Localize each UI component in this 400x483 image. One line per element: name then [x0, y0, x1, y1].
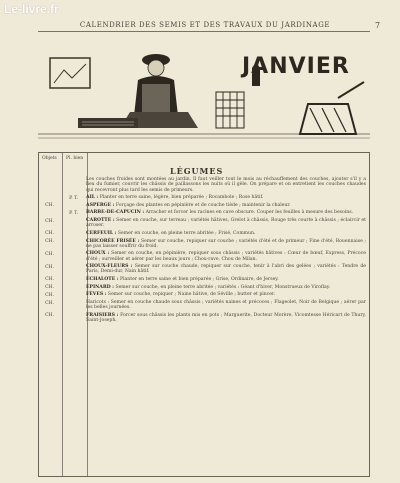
entry-planting-code	[61, 203, 86, 209]
list-item	[38, 313, 370, 324]
entry-planting-code: P. T.	[69, 210, 78, 216]
entry-text	[86, 177, 366, 193]
entry-text	[86, 292, 366, 298]
entry-object-code: CH.	[45, 251, 54, 257]
entry-description: Semer sur couche, repiquer sur couche ; variétés d'été et de primeur ; Fine d'été, Rouennaise ; ne pas laisser souffrir du froid.	[86, 238, 366, 249]
entry-name: AIL :	[86, 195, 99, 201]
entry-planting-code	[61, 277, 86, 283]
entry-name: CHICORÉE FRISÉE :	[86, 238, 140, 244]
entry-name: FÈVES :	[86, 292, 107, 298]
entry-text	[86, 251, 366, 262]
section-title: LÉGUMES	[170, 166, 224, 176]
entry-description: Planter en terre saine et bien préparée ; Grise, Ordinaire, de Jersey.	[119, 276, 279, 282]
entry-description: Les couches froides sont montées au jardin. Il faut veiller tout le mois au réchauffement des couches, ajouter s'il y a lieu du fumier, couvrir les châssis de paillassons les nuits où il gèle. On prépare et on entretient les couches chaudes qui recevront plus tard les semis de primeurs.	[86, 177, 366, 193]
list-item	[38, 292, 370, 298]
entry-name: CERFEUIL :	[86, 230, 117, 236]
list-item	[38, 195, 370, 201]
list-item	[38, 231, 370, 237]
entry-description: Semer en couche, en pleine terre abritée ; Frisé, Commun.	[117, 230, 256, 236]
entry-planting-code	[61, 313, 86, 324]
entry-name: ÉPINARD :	[86, 284, 114, 290]
entry-planting-code	[61, 239, 86, 250]
entry-object-code: CH.	[45, 239, 54, 245]
entry-description: Haricots : Semer en couche chaude sous châssis ; variétés naines et précoces ; Flageolet, Noir de Belgique ; aérer par les belles journées.	[86, 300, 366, 311]
list-item	[38, 239, 370, 250]
entry-description: Semer en couche, en pépinière, repiquer sous châssis ; variétés hâtives : Cœur de bœuf, Express, Précoce d'été ; surveiller et aérer par les beaux jours ; Chou-rave, Chou de Milan.	[86, 251, 366, 262]
entry-object-code: CH.	[45, 203, 54, 209]
entry-text	[86, 210, 366, 216]
entry-object-code	[38, 177, 61, 193]
entry-planting-code	[61, 285, 86, 291]
list-item	[38, 285, 370, 291]
entry-description: Forçage des plantes en pépinière et de couche tiède ; maintenir la chaleur.	[115, 202, 291, 208]
entry-text	[86, 313, 366, 324]
entry-description: Forcer sous châssis les plants mis en pots ; Marguerite, Docteur Morère, Vicomtesse Héricart de Thury, Saint-Joseph.	[86, 312, 366, 324]
entry-text	[86, 195, 366, 201]
entry-name: CHOUX-FLEURS :	[86, 264, 133, 270]
entry-name: BARBE-DE-CAPUCIN :	[86, 210, 145, 216]
month-title: JANVIER	[242, 54, 350, 79]
entry-object-code	[38, 210, 61, 216]
entry-text	[86, 218, 366, 229]
entry-text	[86, 300, 366, 311]
entry-object-code: CH.	[45, 231, 54, 237]
list-item	[38, 277, 370, 283]
entry-description: Planter en terre saine, légère, bien préparée ; Rocambole ; Rose hâtif.	[99, 195, 264, 201]
entry-name: FRAISIERS :	[86, 312, 119, 318]
entry-name: ASPERGE :	[86, 202, 115, 208]
entry-text	[86, 285, 366, 291]
entry-object-code: CH.	[45, 285, 54, 291]
entry-object-code: CH.	[45, 264, 54, 270]
entry-planting-code	[61, 177, 86, 193]
entry-object-code	[38, 195, 61, 201]
entry-description: Semer sur couche, en pleine terre abritée ; variétés : Géant d'hiver, Monstrueux de Viroflay.	[115, 284, 331, 290]
entry-planting-code	[61, 231, 86, 237]
header-rule	[38, 31, 370, 32]
list-item	[38, 251, 370, 262]
entry-description: Semer sur couche, repiquer ; Naine hâtive, de Séville ; butter et pincer.	[107, 292, 276, 298]
list-item	[38, 177, 370, 193]
list-item	[38, 218, 370, 229]
page-number: 7	[375, 21, 381, 30]
entry-name: ÉCHALOTE :	[86, 276, 119, 282]
list-item	[38, 210, 370, 216]
watermark: Le-livre.fr	[4, 2, 59, 16]
entry-object-code: CH.	[45, 292, 54, 298]
entry-name: CAROTTE :	[86, 218, 115, 224]
entry-object-code: CH.	[45, 218, 54, 224]
entry-object-code: CH.	[45, 300, 54, 306]
entry-planting-code	[61, 292, 86, 298]
column-header-objects: Objets	[42, 156, 57, 161]
entry-name: CHOUX :	[86, 251, 110, 257]
entry-text	[86, 203, 366, 209]
entry-planting-code	[61, 300, 86, 311]
list-item	[38, 203, 370, 209]
entry-description: Arracher et forcer les racines en cave obscure. Couper les feuilles à mesure des besoins.	[145, 210, 354, 216]
list-item	[38, 264, 370, 275]
entry-planting-code	[61, 218, 86, 229]
entry-description: Semer en couche, sur terreau ; variétés hâtives, Grelot à châssis, Rouge très courte à châssis ; éclaircir et arroser.	[86, 218, 366, 229]
entry-text	[86, 264, 366, 275]
running-head: CALENDRIER DES SEMIS ET DES TRAVAUX DU JARDINAGE	[79, 21, 331, 29]
entry-object-code: CH.	[45, 313, 54, 319]
entry-object-code: CH.	[45, 277, 54, 283]
entry-description: Semer sur couche chaude, repiquer sur couche, tenir à l'abri des gelées ; variétés : Tendre de Paris, Demi-dur, Nain hâtif.	[86, 264, 366, 275]
entry-text	[86, 277, 366, 283]
entries-list	[38, 177, 370, 326]
entry-text	[86, 239, 366, 250]
column-header-plants: Pl. bien	[66, 156, 84, 161]
entry-text	[86, 231, 366, 237]
entry-planting-code	[61, 251, 86, 262]
entry-planting-code	[61, 264, 86, 275]
entry-planting-code: P. T.	[69, 195, 78, 201]
list-item	[38, 300, 370, 311]
